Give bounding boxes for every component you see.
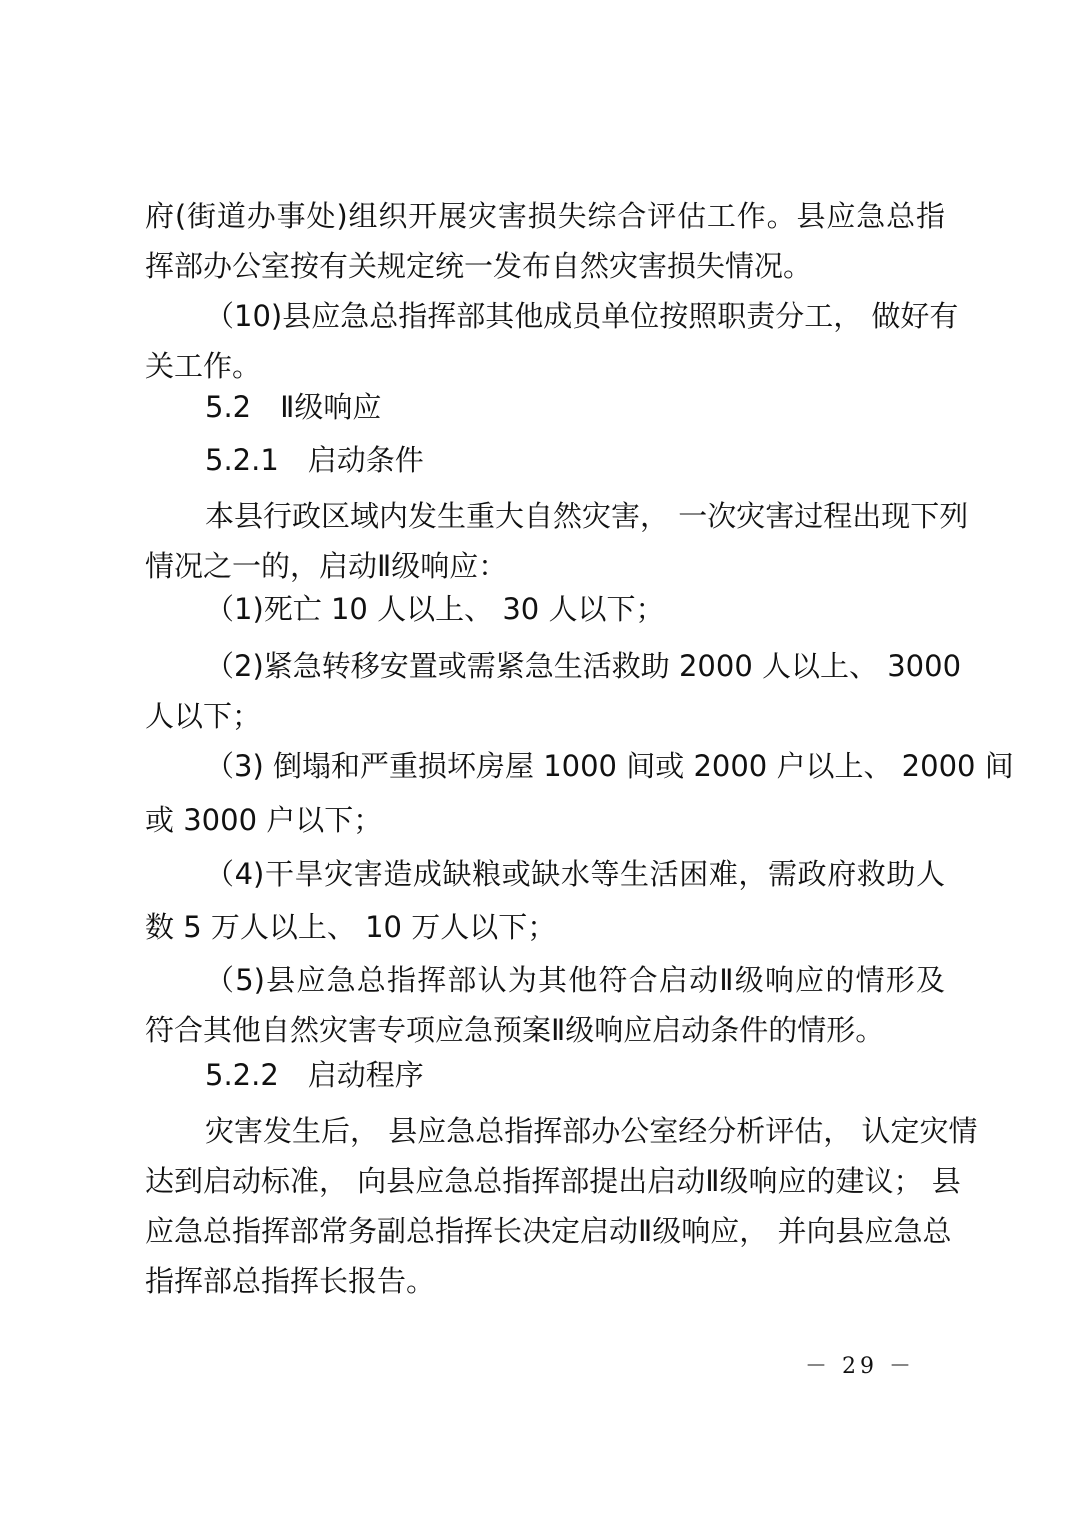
- paragraph-line: 灾害发生后， 县应急总指挥部办公室经分析评估， 认定灾情: [205, 1114, 978, 1148]
- paragraph-line: 本县行政区域内发生重大自然灾害， 一次灾害过程出现下列: [205, 499, 969, 533]
- paragraph-line: 应急总指挥部常务副总指挥长决定启动Ⅱ级响应， 并向县应急总: [145, 1214, 952, 1248]
- paragraph-line: 指挥部总指挥长报告。: [145, 1264, 436, 1298]
- paragraph-line: 或 3000 户以下；: [145, 803, 383, 837]
- list-item: （4)干旱灾害造成缺粮或缺水等生活困难，需政府救助人: [205, 857, 945, 891]
- subsection-heading: 5.2.2 启动程序: [205, 1058, 424, 1092]
- list-item: （1)死亡 10 人以上、 30 人以下；: [205, 592, 665, 626]
- subsection-heading: 5.2.1 启动条件: [205, 443, 424, 477]
- paragraph-line: 达到启动标准， 向县应急总指挥部提出启动Ⅱ级响应的建议； 县: [145, 1164, 961, 1198]
- paragraph-line: 府(街道办事处)组织开展灾害损失综合评估工作。县应急总指: [145, 199, 945, 233]
- paragraph-line: 符合其他自然灾害专项应急预案Ⅱ级响应启动条件的情形。: [145, 1013, 885, 1047]
- list-item: （2)紧急转移安置或需紧急生活救助 2000 人以上、 3000: [205, 649, 962, 683]
- page-number: － 29 －: [805, 1354, 915, 1379]
- paragraph-line: 挥部办公室按有关规定统一发布自然灾害损失情况。: [145, 249, 813, 283]
- section-heading: 5.2 Ⅱ级响应: [205, 390, 382, 424]
- paragraph-line: 数 5 万人以上、 10 万人以下；: [145, 910, 557, 944]
- paragraph-line: （10)县应急总指挥部其他成员单位按照职责分工， 做好有: [205, 299, 959, 333]
- list-item: （3) 倒塌和严重损坏房屋 1000 间或 2000 户以上、 2000 间: [205, 749, 1014, 783]
- list-item: （5)县应急总指挥部认为其他符合启动Ⅱ级响应的情形及: [205, 963, 945, 997]
- paragraph-line: 情况之一的，启动Ⅱ级响应：: [145, 549, 508, 583]
- paragraph-line: 人以下；: [145, 699, 262, 733]
- paragraph-line: 关工作。: [145, 349, 262, 383]
